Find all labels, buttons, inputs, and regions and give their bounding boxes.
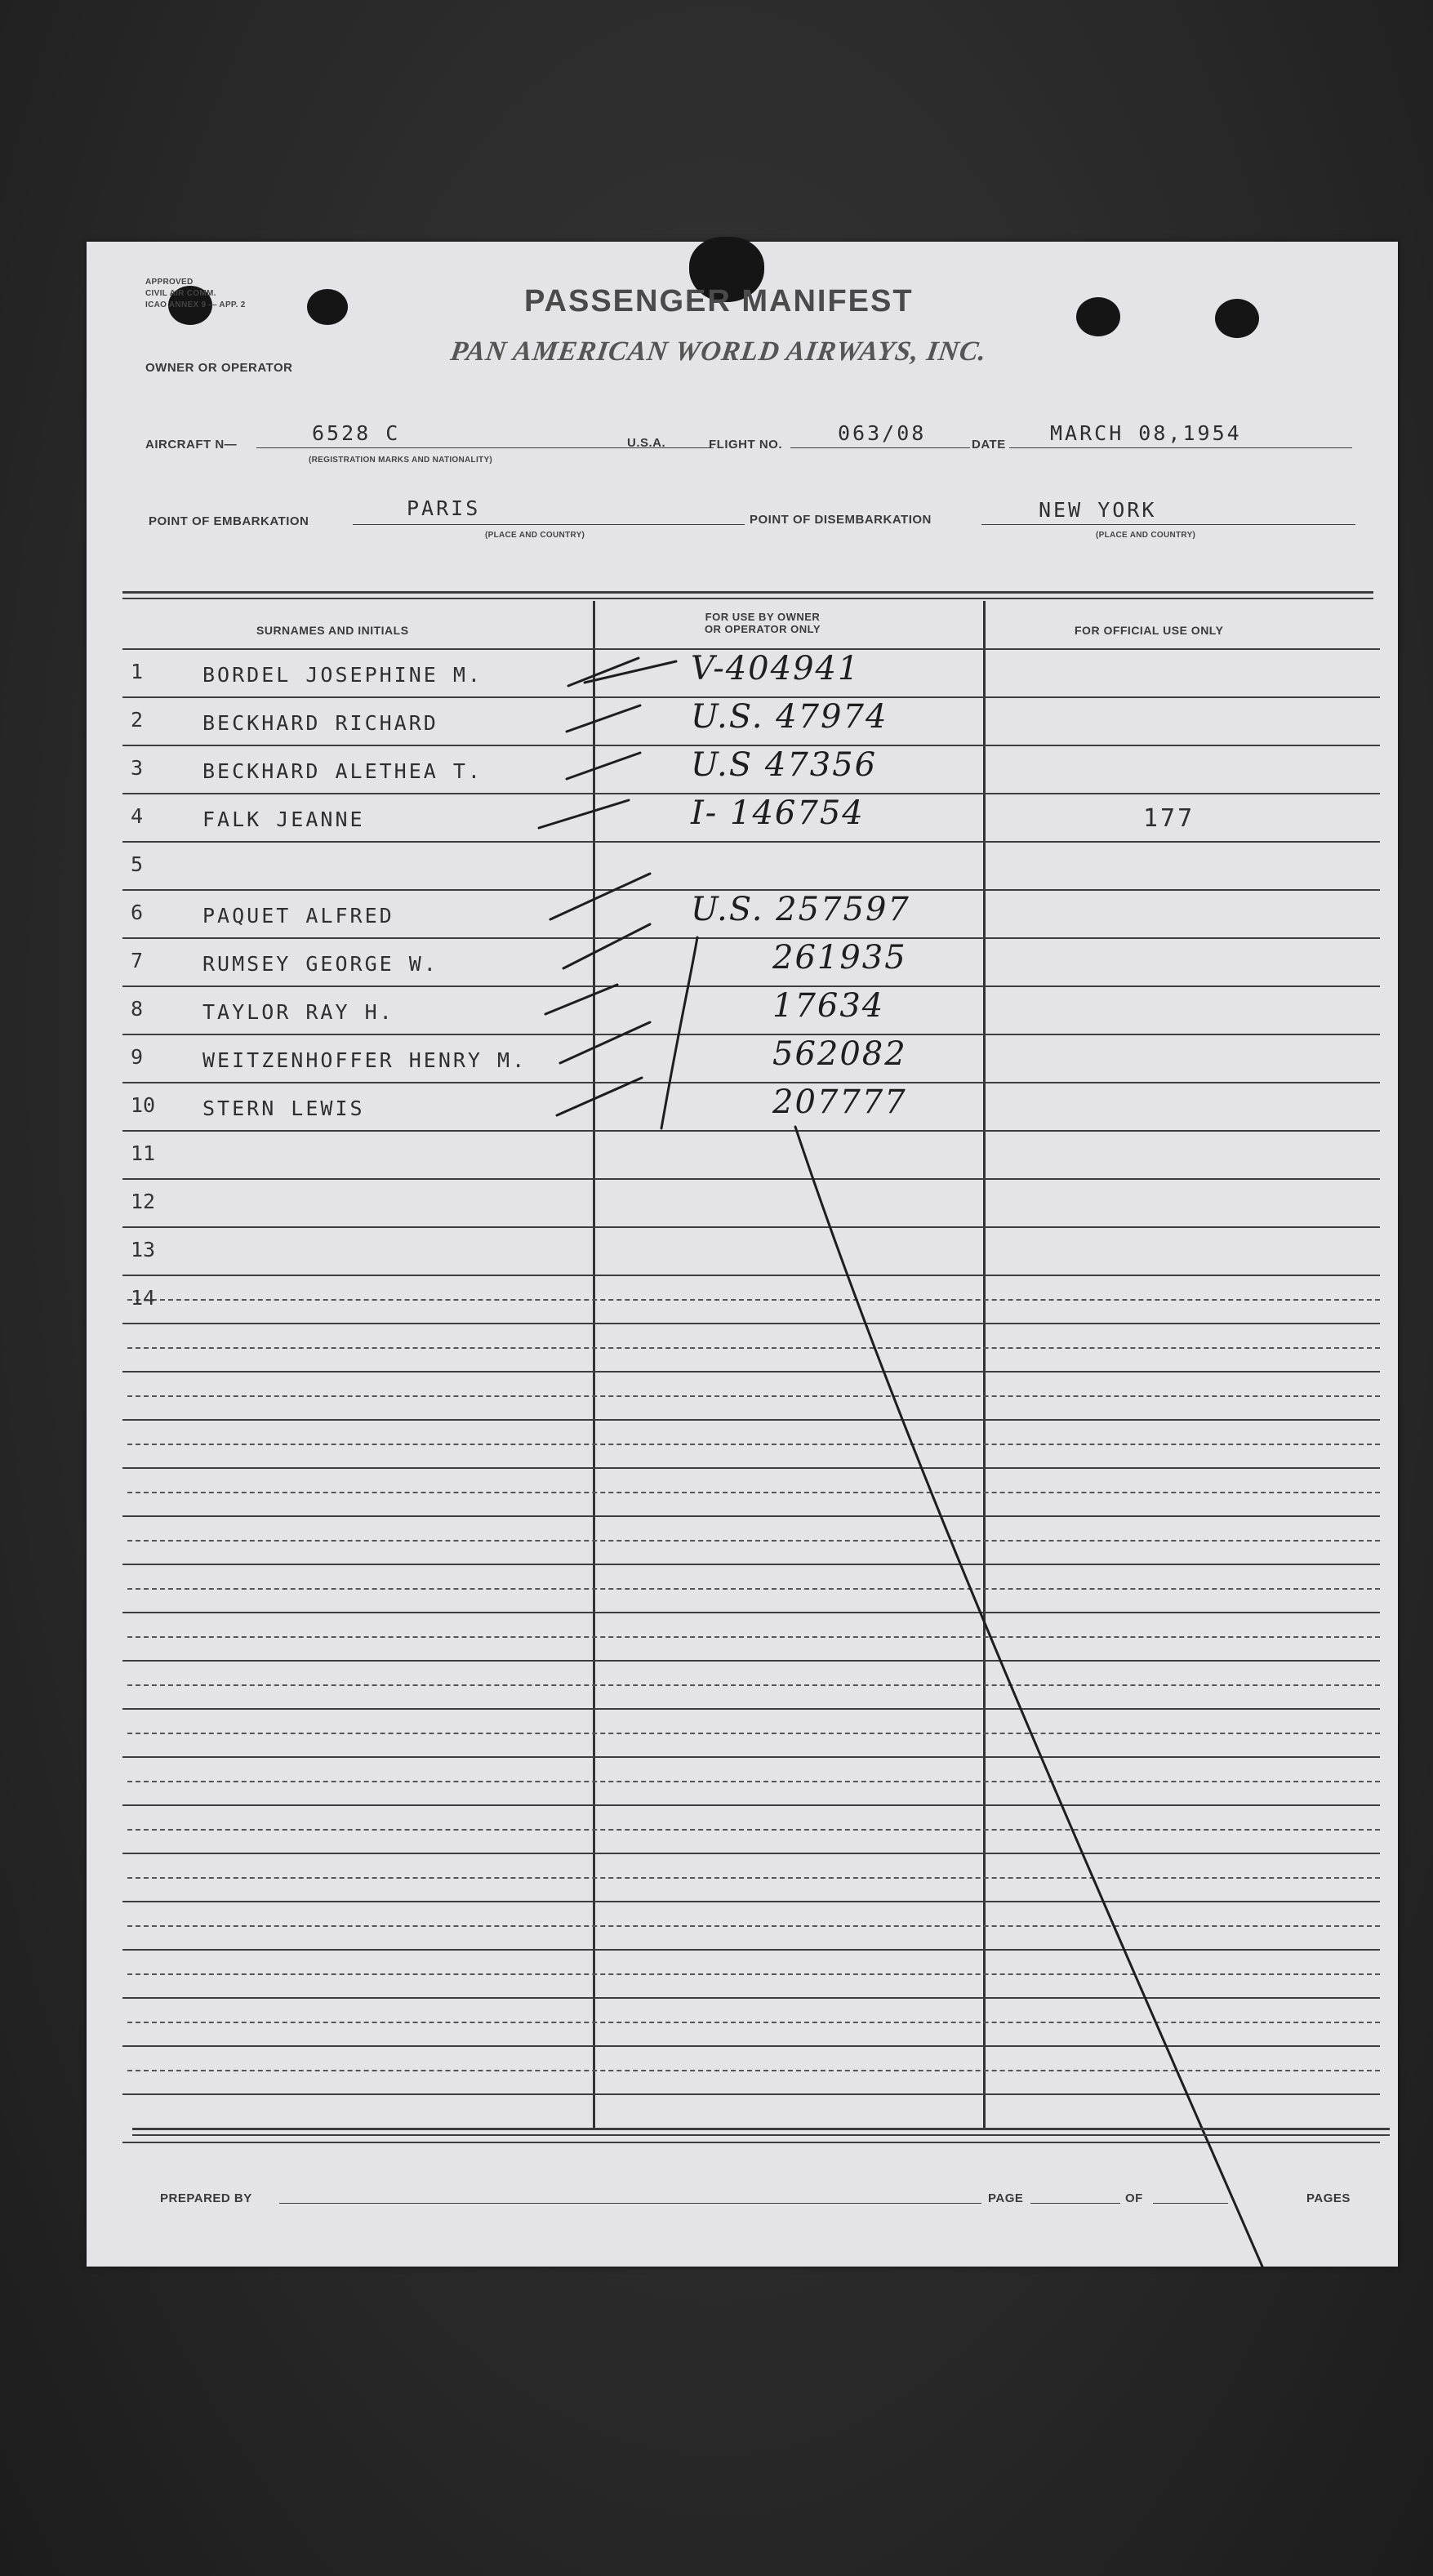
bracket-line bbox=[661, 937, 697, 1128]
place-caption-disembark: (PLACE AND COUNTRY) bbox=[1096, 531, 1196, 540]
row-number: 5 bbox=[131, 852, 144, 876]
approval-note: APPROVED bbox=[145, 278, 194, 287]
passenger-name: BORDEL JOSEPHINE M. bbox=[202, 663, 483, 687]
disembark-value: NEW YORK bbox=[1039, 498, 1157, 522]
passenger-name: BECKHARD RICHARD bbox=[202, 711, 438, 735]
row-number: 2 bbox=[131, 708, 144, 732]
airline-name: PAN AMERICAN WORLD AIRWAYS, INC. bbox=[448, 336, 989, 367]
passenger-name: FALK JEANNE bbox=[202, 808, 365, 831]
row-number: 4 bbox=[131, 804, 144, 828]
approval-note-line3: ICAO ANNEX 9 — APP. 2 bbox=[145, 300, 246, 309]
row-number: 6 bbox=[131, 901, 144, 924]
check-mark bbox=[550, 874, 650, 919]
embark-label: POINT OF EMBARKATION bbox=[149, 514, 309, 528]
row-number: 1 bbox=[131, 660, 144, 683]
check-mark bbox=[563, 924, 650, 968]
passenger-name: BECKHARD ALETHEA T. bbox=[202, 759, 483, 783]
passenger-name: STERN LEWIS bbox=[202, 1097, 365, 1120]
passenger-name: WEITZENHOFFER HENRY M. bbox=[202, 1048, 527, 1072]
passport-number: I- 146754 bbox=[691, 794, 865, 832]
passenger-name: PAQUET ALFRED bbox=[202, 904, 394, 928]
date-label: DATE bbox=[972, 438, 1006, 452]
official-use-value: 177 bbox=[1143, 804, 1195, 833]
passport-number: 562082 bbox=[772, 1035, 907, 1073]
row-number: 10 bbox=[131, 1093, 156, 1117]
handwritten-marks bbox=[87, 242, 1398, 2267]
approval-note-line2: CIVIL AIR COMM. bbox=[145, 289, 216, 298]
aircraft-value: 6528 C bbox=[312, 421, 401, 445]
prepared-by-label: PREPARED BY bbox=[160, 2191, 252, 2205]
page-title: PASSENGER MANIFEST bbox=[524, 284, 914, 318]
flight-label: FLIGHT NO. bbox=[709, 438, 782, 452]
row-number: 3 bbox=[131, 756, 144, 780]
column-header-owner: FOR USE BY OWNER OR OPERATOR ONLY bbox=[704, 611, 821, 635]
check-mark bbox=[557, 1078, 642, 1115]
passenger-name: TAYLOR RAY H. bbox=[202, 1000, 394, 1024]
owner-label: OWNER OR OPERATOR bbox=[145, 361, 293, 375]
passport-number: 207777 bbox=[772, 1083, 907, 1121]
disembark-label: POINT OF DISEMBARKATION bbox=[750, 513, 932, 527]
embark-value: PARIS bbox=[407, 496, 481, 520]
passport-number: U.S 47356 bbox=[691, 746, 878, 784]
passenger-name: RUMSEY GEORGE W. bbox=[202, 952, 438, 976]
check-mark bbox=[567, 753, 640, 779]
passport-number: U.S. 257597 bbox=[691, 891, 910, 928]
registration-caption: (REGISTRATION MARKS AND NATIONALITY) bbox=[309, 456, 493, 465]
manifest-form bbox=[87, 242, 1398, 2267]
check-mark bbox=[560, 1022, 650, 1063]
check-mark bbox=[545, 985, 617, 1014]
passport-number: U.S. 47974 bbox=[691, 698, 888, 736]
passport-number: 261935 bbox=[772, 939, 907, 977]
flight-value: 063/08 bbox=[838, 421, 927, 445]
row-number: 13 bbox=[131, 1238, 156, 1261]
column-header-names: SURNAMES AND INITIALS bbox=[256, 624, 409, 637]
page-label: PAGE bbox=[988, 2191, 1024, 2205]
date-value: MARCH 08,1954 bbox=[1050, 421, 1242, 445]
check-mark bbox=[567, 705, 640, 732]
pages-label: PAGES bbox=[1306, 2191, 1351, 2205]
place-caption-embark: (PLACE AND COUNTRY) bbox=[485, 531, 585, 540]
row-number: 8 bbox=[131, 997, 144, 1021]
passport-number: 17634 bbox=[772, 987, 885, 1025]
row-number: 11 bbox=[131, 1141, 156, 1165]
long-diagonal-line bbox=[795, 1127, 1262, 2267]
of-label: OF bbox=[1125, 2191, 1143, 2205]
row-number: 12 bbox=[131, 1190, 156, 1213]
row-number: 7 bbox=[131, 949, 144, 972]
column-header-official: FOR OFFICIAL USE ONLY bbox=[1075, 624, 1224, 637]
row-number: 14 bbox=[131, 1286, 156, 1310]
country-label: U.S.A. bbox=[627, 436, 666, 450]
check-mark bbox=[539, 800, 629, 828]
passport-number: V-404941 bbox=[691, 650, 861, 687]
row-number: 9 bbox=[131, 1045, 144, 1069]
check-mark bbox=[568, 658, 676, 686]
aircraft-label: AIRCRAFT N— bbox=[145, 438, 238, 452]
